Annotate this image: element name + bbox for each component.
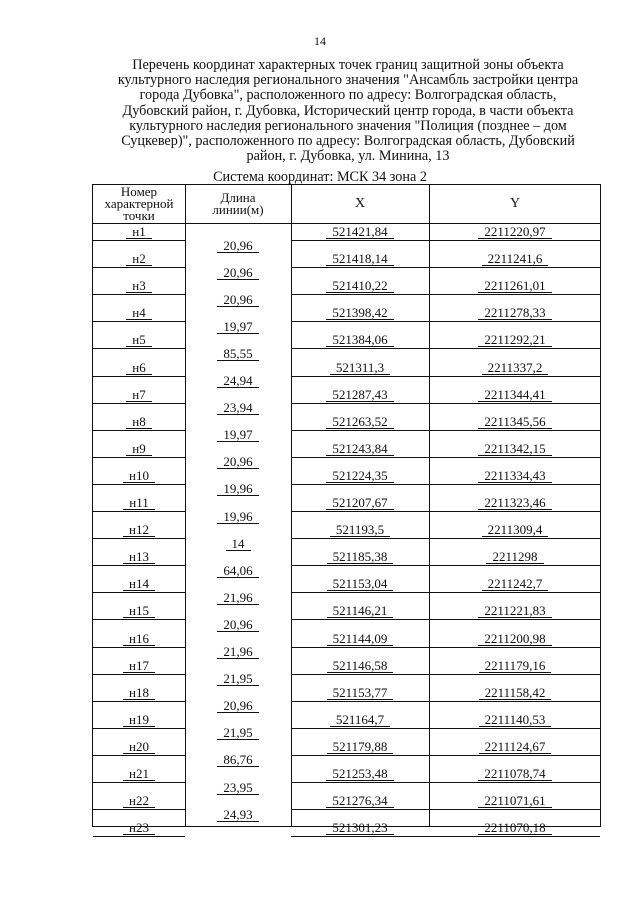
line-length-cell-text: 64,06 bbox=[217, 564, 258, 578]
point-number-cell-text: н21 bbox=[123, 767, 155, 781]
row-divider bbox=[93, 484, 185, 485]
y-coordinate-cell bbox=[429, 469, 601, 483]
point-number-cell-text: н5 bbox=[126, 333, 151, 347]
point-number-cell bbox=[93, 361, 185, 375]
line-length-cell bbox=[185, 320, 291, 334]
row-divider bbox=[93, 376, 185, 377]
point-number-cell bbox=[93, 279, 185, 293]
x-coordinate-cell-text: 521311,3 bbox=[330, 361, 390, 375]
y-coordinate-cell-text: 2211334,43 bbox=[478, 469, 551, 483]
point-number-cell bbox=[93, 523, 185, 537]
title-line: район, г. Дубовка, ул. Минина, 13 bbox=[246, 148, 450, 165]
row-divider bbox=[291, 701, 600, 702]
line-length-cell bbox=[185, 645, 291, 659]
title-line: города Дубовка", расположенного по адресу: Волгоградская область, bbox=[139, 87, 557, 104]
x-coordinate-cell-text: 521287,43 bbox=[326, 388, 393, 402]
row-divider bbox=[93, 701, 185, 702]
line-length-cell bbox=[185, 482, 291, 496]
document-title bbox=[92, 58, 604, 164]
title-line: Перечень координат характерных точек границ защитной зоны объекта bbox=[132, 57, 564, 73]
x-coordinate-cell bbox=[291, 469, 429, 483]
line-length-cell bbox=[185, 347, 291, 361]
point-number-cell bbox=[93, 333, 185, 347]
y-coordinate-cell bbox=[429, 577, 601, 591]
x-coordinate-cell bbox=[291, 361, 429, 375]
row-divider bbox=[93, 403, 185, 404]
y-coordinate-cell bbox=[429, 388, 601, 402]
x-coordinate-cell-text: 521398,42 bbox=[326, 306, 393, 320]
line-length-cell bbox=[185, 672, 291, 686]
row-divider bbox=[93, 782, 185, 783]
x-coordinate-cell-text: 521384,06 bbox=[326, 333, 393, 347]
header-line-length bbox=[185, 185, 291, 223]
line-length-cell-text: 24,93 bbox=[217, 808, 258, 822]
x-coordinate-cell-text: 521144,09 bbox=[327, 632, 394, 646]
row-divider bbox=[93, 755, 185, 756]
x-coordinate-cell bbox=[291, 713, 429, 727]
point-number-cell-text: н22 bbox=[123, 794, 155, 808]
header-line: Номер bbox=[120, 184, 158, 199]
point-number-cell bbox=[93, 415, 185, 429]
point-number-cell-text: н23 bbox=[123, 821, 155, 835]
row-divider bbox=[291, 294, 600, 295]
row-divider bbox=[291, 430, 600, 431]
x-coordinate-cell-text: 521153,04 bbox=[327, 577, 394, 591]
header-line: точки bbox=[123, 208, 155, 223]
point-number-cell-text: н17 bbox=[123, 659, 155, 673]
point-number-cell bbox=[93, 604, 185, 618]
row-divider bbox=[93, 836, 185, 837]
row-divider bbox=[93, 511, 185, 512]
row-divider bbox=[291, 647, 600, 648]
title-line: Суцкевер)", расположенного по адресу: Волгоградская область, Дубовский bbox=[121, 133, 575, 150]
header-y: Y bbox=[509, 196, 521, 211]
y-coordinate-cell-text: 2211220,97 bbox=[478, 225, 551, 239]
line-length-cell-text: 23,95 bbox=[217, 781, 258, 795]
x-coordinate-cell bbox=[291, 740, 429, 754]
row-divider bbox=[93, 457, 185, 458]
y-coordinate-cell bbox=[429, 279, 601, 293]
y-coordinate-cell-text: 2211241,6 bbox=[482, 252, 549, 266]
y-coordinate-cell bbox=[429, 604, 601, 618]
title-line: культурного наследия регионального значения "Полиция (позднее – дом bbox=[129, 117, 567, 134]
y-coordinate-cell-text: 2211242,7 bbox=[482, 577, 549, 591]
x-coordinate-cell bbox=[291, 388, 429, 402]
line-length-cell bbox=[185, 537, 291, 551]
x-coordinate-cell bbox=[291, 523, 429, 537]
y-coordinate-cell bbox=[429, 550, 601, 564]
row-divider bbox=[93, 728, 185, 729]
row-divider bbox=[291, 674, 600, 675]
line-length-cell-text: 24,94 bbox=[217, 374, 258, 388]
point-number-cell bbox=[93, 550, 185, 564]
x-coordinate-cell-text: 521418,14 bbox=[326, 252, 393, 266]
header-x: X bbox=[354, 196, 366, 211]
row-divider bbox=[291, 511, 600, 512]
row-divider bbox=[93, 592, 185, 593]
row-divider bbox=[93, 674, 185, 675]
row-divider bbox=[291, 836, 600, 837]
y-coordinate-cell bbox=[429, 821, 601, 835]
x-coordinate-cell bbox=[291, 632, 429, 646]
line-length-cell bbox=[185, 564, 291, 578]
point-number-cell-text: н18 bbox=[123, 686, 155, 700]
y-coordinate-cell-text: 2211200,98 bbox=[478, 632, 551, 646]
point-number-cell bbox=[93, 442, 185, 456]
y-coordinate-cell-text: 2211070,18 bbox=[478, 821, 551, 835]
y-coordinate-cell-text: 2211344,41 bbox=[478, 388, 551, 402]
coordinates-table bbox=[92, 184, 601, 836]
line-length-cell bbox=[185, 266, 291, 280]
x-coordinate-cell bbox=[291, 333, 429, 347]
line-length-cell-text: 20,96 bbox=[217, 266, 258, 280]
point-number-cell-text: н9 bbox=[126, 442, 151, 456]
line-length-cell-text: 20,96 bbox=[217, 618, 258, 632]
point-number-cell bbox=[93, 577, 185, 591]
row-divider bbox=[291, 376, 600, 377]
y-coordinate-cell-text: 2211298 bbox=[486, 550, 543, 564]
y-coordinate-cell-text: 2211337,2 bbox=[482, 361, 549, 375]
y-coordinate-cell-text: 2211345,56 bbox=[478, 415, 551, 429]
x-coordinate-cell bbox=[291, 279, 429, 293]
row-divider bbox=[291, 457, 600, 458]
row-divider bbox=[93, 294, 185, 295]
y-coordinate-cell bbox=[429, 523, 601, 537]
x-coordinate-cell-text: 521185,38 bbox=[327, 550, 394, 564]
y-coordinate-cell-text: 2211323,46 bbox=[478, 496, 551, 510]
line-length-cell-text: 21,96 bbox=[217, 645, 258, 659]
x-coordinate-cell-text: 521301,23 bbox=[326, 821, 393, 835]
y-coordinate-cell-text: 2211309,4 bbox=[482, 523, 549, 537]
row-divider bbox=[93, 240, 185, 241]
row-divider bbox=[291, 484, 600, 485]
y-coordinate-cell-text: 2211342,15 bbox=[478, 442, 551, 456]
line-length-cell-text: 19,97 bbox=[217, 428, 258, 442]
line-length-cell bbox=[185, 510, 291, 524]
y-coordinate-cell-text: 2211221,83 bbox=[478, 604, 551, 618]
y-coordinate-cell bbox=[429, 686, 601, 700]
line-length-cell-text: 14 bbox=[226, 537, 251, 551]
row-divider bbox=[291, 755, 600, 756]
y-coordinate-cell bbox=[429, 740, 601, 754]
point-number-cell-text: н15 bbox=[123, 604, 155, 618]
line-length-cell bbox=[185, 699, 291, 713]
y-coordinate-cell-text: 2211261,01 bbox=[478, 279, 551, 293]
title-line: Дубовский район, г. Дубовка, Исторический центр города, в части объекта bbox=[122, 102, 574, 119]
y-coordinate-cell bbox=[429, 767, 601, 781]
row-divider bbox=[291, 809, 600, 810]
x-coordinate-cell bbox=[291, 604, 429, 618]
x-coordinate-cell-text: 521410,22 bbox=[326, 279, 393, 293]
line-length-cell bbox=[185, 374, 291, 388]
row-divider bbox=[93, 647, 185, 648]
row-divider bbox=[291, 728, 600, 729]
point-number-cell bbox=[93, 794, 185, 808]
point-number-cell bbox=[93, 306, 185, 320]
point-number-cell bbox=[93, 469, 185, 483]
point-number-cell bbox=[93, 767, 185, 781]
x-coordinate-cell-text: 521179,88 bbox=[327, 740, 394, 754]
header-line: характерной bbox=[104, 196, 174, 211]
y-coordinate-cell-text: 2211140,53 bbox=[479, 713, 552, 727]
row-divider bbox=[93, 321, 185, 322]
line-length-cell-text: 19,96 bbox=[217, 482, 258, 496]
x-coordinate-cell-text: 521253,48 bbox=[326, 767, 393, 781]
x-coordinate-cell bbox=[291, 306, 429, 320]
point-number-cell bbox=[93, 659, 185, 673]
point-number-cell-text: н8 bbox=[126, 415, 151, 429]
point-number-cell-text: н16 bbox=[123, 632, 155, 646]
x-coordinate-cell-text: 521224,35 bbox=[326, 469, 393, 483]
point-number-cell bbox=[93, 225, 185, 239]
x-coordinate-cell-text: 521164,7 bbox=[330, 713, 390, 727]
row-divider bbox=[93, 267, 185, 268]
row-divider bbox=[93, 809, 185, 810]
line-length-cell bbox=[185, 401, 291, 415]
y-coordinate-cell bbox=[429, 713, 601, 727]
x-coordinate-cell-text: 521263,52 bbox=[326, 415, 393, 429]
x-coordinate-cell bbox=[291, 686, 429, 700]
y-coordinate-cell bbox=[429, 632, 601, 646]
x-coordinate-cell bbox=[291, 252, 429, 266]
point-number-cell-text: н20 bbox=[123, 740, 155, 754]
row-divider bbox=[93, 619, 185, 620]
y-coordinate-cell bbox=[429, 496, 601, 510]
line-length-cell bbox=[185, 455, 291, 469]
point-number-cell bbox=[93, 252, 185, 266]
row-divider bbox=[93, 565, 185, 566]
point-number-cell-text: н3 bbox=[126, 279, 151, 293]
y-coordinate-cell-text: 2211124,67 bbox=[479, 740, 552, 754]
point-number-cell-text: н7 bbox=[126, 388, 151, 402]
row-divider bbox=[291, 348, 600, 349]
point-number-cell-text: н2 bbox=[126, 252, 151, 266]
row-divider bbox=[291, 619, 600, 620]
line-length-cell bbox=[185, 293, 291, 307]
header-line: линии(м) bbox=[212, 202, 264, 217]
point-number-cell-text: н4 bbox=[126, 306, 151, 320]
y-coordinate-cell bbox=[429, 361, 601, 375]
row-divider bbox=[291, 321, 600, 322]
line-length-cell-text: 20,96 bbox=[217, 293, 258, 307]
line-length-cell bbox=[185, 428, 291, 442]
y-coordinate-cell bbox=[429, 225, 601, 239]
x-coordinate-cell-text: 521243,84 bbox=[326, 442, 393, 456]
line-length-cell bbox=[185, 753, 291, 767]
x-coordinate-cell-text: 521146,21 bbox=[327, 604, 394, 618]
line-length-cell-text: 21,96 bbox=[217, 591, 258, 605]
row-divider bbox=[93, 538, 185, 539]
point-number-cell-text: н11 bbox=[123, 496, 154, 510]
line-length-cell-text: 21,95 bbox=[217, 726, 258, 740]
y-coordinate-cell bbox=[429, 442, 601, 456]
x-coordinate-cell bbox=[291, 659, 429, 673]
x-coordinate-cell-text: 521276,34 bbox=[326, 794, 393, 808]
row-divider bbox=[291, 782, 600, 783]
line-length-cell-text: 21,95 bbox=[217, 672, 258, 686]
line-length-cell bbox=[185, 808, 291, 822]
point-number-cell bbox=[93, 496, 185, 510]
line-length-cell-text: 20,96 bbox=[217, 455, 258, 469]
x-coordinate-cell-text: 521193,5 bbox=[330, 523, 390, 537]
x-coordinate-cell bbox=[291, 550, 429, 564]
line-length-cell bbox=[185, 781, 291, 795]
y-coordinate-cell-text: 2211071,61 bbox=[478, 794, 551, 808]
line-length-cell-text: 19,97 bbox=[217, 320, 258, 334]
point-number-cell-text: н10 bbox=[123, 469, 155, 483]
line-length-cell-text: 19,96 bbox=[217, 510, 258, 524]
y-coordinate-cell bbox=[429, 333, 601, 347]
point-number-cell bbox=[93, 713, 185, 727]
y-coordinate-cell-text: 2211278,33 bbox=[478, 306, 551, 320]
header-point-number bbox=[93, 185, 185, 223]
line-length-cell bbox=[185, 726, 291, 740]
title-line: культурного наследия регионального значения "Ансамбль застройки центра bbox=[117, 72, 579, 89]
point-number-cell bbox=[93, 632, 185, 646]
x-coordinate-cell-text: 521207,67 bbox=[326, 496, 393, 510]
y-coordinate-cell bbox=[429, 659, 601, 673]
point-number-cell-text: н12 bbox=[123, 523, 155, 537]
row-divider bbox=[93, 430, 185, 431]
line-length-cell-text: 20,96 bbox=[217, 699, 258, 713]
line-length-cell-text: 85,55 bbox=[217, 347, 258, 361]
y-coordinate-cell bbox=[429, 794, 601, 808]
x-coordinate-cell-text: 521146,58 bbox=[327, 659, 394, 673]
row-divider bbox=[291, 538, 600, 539]
page-number: 14 bbox=[314, 34, 326, 48]
line-length-cell bbox=[185, 239, 291, 253]
y-coordinate-cell-text: 2211158,42 bbox=[479, 686, 552, 700]
y-coordinate-cell bbox=[429, 415, 601, 429]
line-length-cell-text: 23,94 bbox=[217, 401, 258, 415]
row-divider bbox=[291, 403, 600, 404]
point-number-cell bbox=[93, 388, 185, 402]
x-coordinate-cell bbox=[291, 767, 429, 781]
point-number-cell-text: н19 bbox=[123, 713, 155, 727]
row-divider bbox=[291, 267, 600, 268]
row-divider bbox=[291, 565, 600, 566]
x-coordinate-cell bbox=[291, 821, 429, 835]
header-line: Длина bbox=[220, 190, 256, 205]
coordinate-system-caption: Система координат: МСК 34 зона 2 bbox=[213, 169, 427, 185]
line-length-cell bbox=[185, 618, 291, 632]
row-divider bbox=[291, 240, 600, 241]
x-coordinate-cell bbox=[291, 442, 429, 456]
x-coordinate-cell-text: 521153,77 bbox=[327, 686, 394, 700]
x-coordinate-cell bbox=[291, 577, 429, 591]
x-coordinate-cell bbox=[291, 496, 429, 510]
x-coordinate-cell bbox=[291, 794, 429, 808]
y-coordinate-cell bbox=[429, 252, 601, 266]
point-number-cell-text: н1 bbox=[126, 225, 151, 239]
point-number-cell bbox=[93, 821, 185, 835]
row-divider bbox=[291, 592, 600, 593]
x-coordinate-cell bbox=[291, 225, 429, 239]
point-number-cell-text: н13 bbox=[123, 550, 155, 564]
point-number-cell-text: н14 bbox=[123, 577, 155, 591]
y-coordinate-cell bbox=[429, 306, 601, 320]
point-number-cell bbox=[93, 740, 185, 754]
line-length-cell-text: 86,76 bbox=[217, 753, 258, 767]
x-coordinate-cell bbox=[291, 415, 429, 429]
point-number-cell-text: н6 bbox=[126, 361, 151, 375]
line-length-cell bbox=[185, 591, 291, 605]
y-coordinate-cell-text: 2211078,74 bbox=[478, 767, 551, 781]
row-divider bbox=[93, 348, 185, 349]
y-coordinate-cell-text: 2211292,21 bbox=[478, 333, 551, 347]
x-coordinate-cell-text: 521421,84 bbox=[326, 225, 393, 239]
point-number-cell bbox=[93, 686, 185, 700]
y-coordinate-cell-text: 2211179,16 bbox=[479, 659, 552, 673]
line-length-cell-text: 20,96 bbox=[217, 239, 258, 253]
